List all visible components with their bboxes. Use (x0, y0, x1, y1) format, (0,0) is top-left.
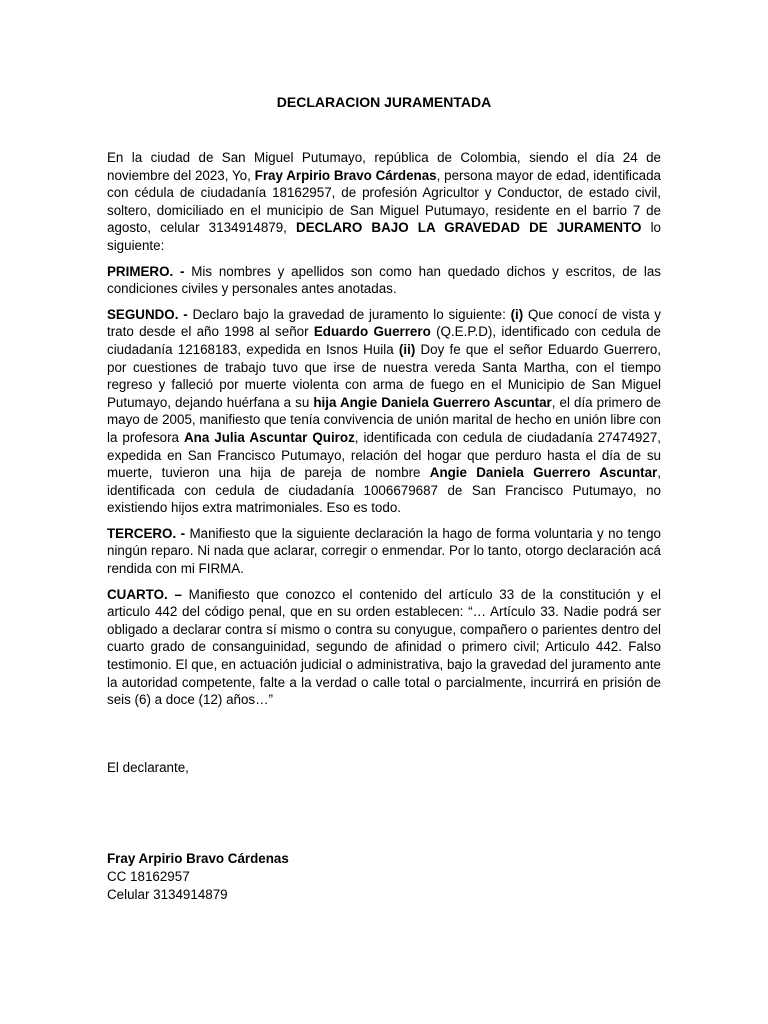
segundo-text-2: Que conocí de vista y trato desde el año 1998 al señor (107, 306, 661, 340)
primero-text: Mis nombres y apellidos son como han quedado dichos y escritos, de las condiciones civiles y personales antes anotadas. (107, 263, 661, 297)
segundo-text-1: Declaro bajo la gravedad de juramento lo siguiente: (187, 306, 511, 322)
primero-paragraph (107, 263, 661, 298)
document-title: DECLARACION JURAMENTADA (276, 94, 492, 110)
segundo-bold-4: hija Angie Daniela Guerrero Ascuntar (313, 394, 552, 410)
segundo-text-7: , identificada con cedula de ciudadanía 1006679687 de San Francisco Putumayo, no existiendo hijos extra matrimoniales. Eso es todo. (107, 465, 661, 516)
segundo-bold-1: (i) (510, 306, 524, 322)
segundo-bold-3: (ii) (398, 341, 416, 357)
segundo-bold-5: Ana Julia Ascuntar Quiroz (184, 429, 355, 445)
signature-phone: Celular 3134914879 (107, 887, 228, 902)
oath-declaration-bold: DECLARO BAJO LA GRAVEDAD DE JURAMENTO (296, 220, 642, 236)
segundo-text-3: (Q.E.P.D), identificado con cedula de ciudadanía 12168183, expedida en Isnos Huila (107, 324, 661, 357)
segundo-bold-6: Angie Daniela Guerrero Ascuntar (429, 465, 658, 481)
intro-paragraph (107, 149, 661, 255)
segundo-bold-2: Eduardo Guerrero (313, 324, 431, 340)
signature-name: Fray Arpirio Bravo Cárdenas (107, 851, 289, 866)
primero-label: PRIMERO. - (107, 263, 185, 279)
signature-cc: CC 18162957 (107, 869, 190, 884)
tercero-paragraph (107, 525, 661, 578)
intro-text-2: , persona mayor de edad, identificada con cédula de ciudadanía 18162957, de profesión Agricultor y Conductor, de estado civil, soltero, domiciliado en el municipio de San Miguel Putumayo, residente en el barrio 7 de agosto, celular 3134914879, (107, 167, 661, 236)
segundo-paragraph (107, 306, 661, 517)
declarant-name-bold: Fray Arpirio Bravo Cárdenas (254, 167, 437, 183)
segundo-text-6: , identificada con cedula de ciudadanía 27474927, expedida en San Francisco Putumayo, relación del hogar que perduro hasta el día de su muerte, tuvieron una hija de pareja de nombre (107, 429, 661, 481)
closing-line: El declarante, (107, 760, 189, 775)
signature-block (107, 850, 289, 904)
intro-text-1: En la ciudad de San Miguel Putumayo, república de Colombia, siendo el día 24 de noviembre del 2023, Yo, (107, 150, 661, 183)
intro-text-3: lo siguiente: (107, 220, 661, 253)
cuarto-text: Manifiesto que conozco el contenido del artículo 33 de la constitución y el articulo 442 del código penal, que en su orden establecen: “… Artículo 33. Nadie podrá ser obligado a declarar contra sí mismo o contra su conyugue, compañero o parientes dentro del cuarto grado de consanguinidad, segundo de afinidad o primero civil; Articulo 442. Falso testimonio. El que, en actuación judicial o administrativa, bajo la gravedad del juramento ante la autoridad competente, falte a la verdad o calle total o parcialmente, incurrirá en prisión de seis (6) a doce (12) años…” (107, 586, 661, 708)
document-body (107, 149, 661, 717)
tercero-text: Manifiesto que la siguiente declaración la hago de forma voluntaria y no tengo ningún reparo. Ni nada que aclarar, corregir o enmendar. Por lo tanto, otorgo declaración acá rendida con mi FIRMA. (107, 525, 661, 577)
segundo-text-5: , el día primero de mayo de 2005, manifiesto que tenía convivencia de unión marital de hecho en unión libre con la profesora (107, 394, 661, 445)
tercero-label: TERCERO. - (107, 525, 186, 541)
segundo-label: SEGUNDO. - (107, 306, 188, 322)
cuarto-label: CUARTO. – (107, 586, 182, 602)
segundo-text-4: Doy fe que el señor Eduardo Guerrero, por cuestiones de trabajo tuvo que irse de nuestra vereda Santa Martha, con el tiempo regreso y falleció por muerte violenta con arma de fuego en el Municipio de San Miguel Putumayo, dejando huérfana a su (107, 341, 661, 410)
cuarto-paragraph (107, 586, 661, 709)
